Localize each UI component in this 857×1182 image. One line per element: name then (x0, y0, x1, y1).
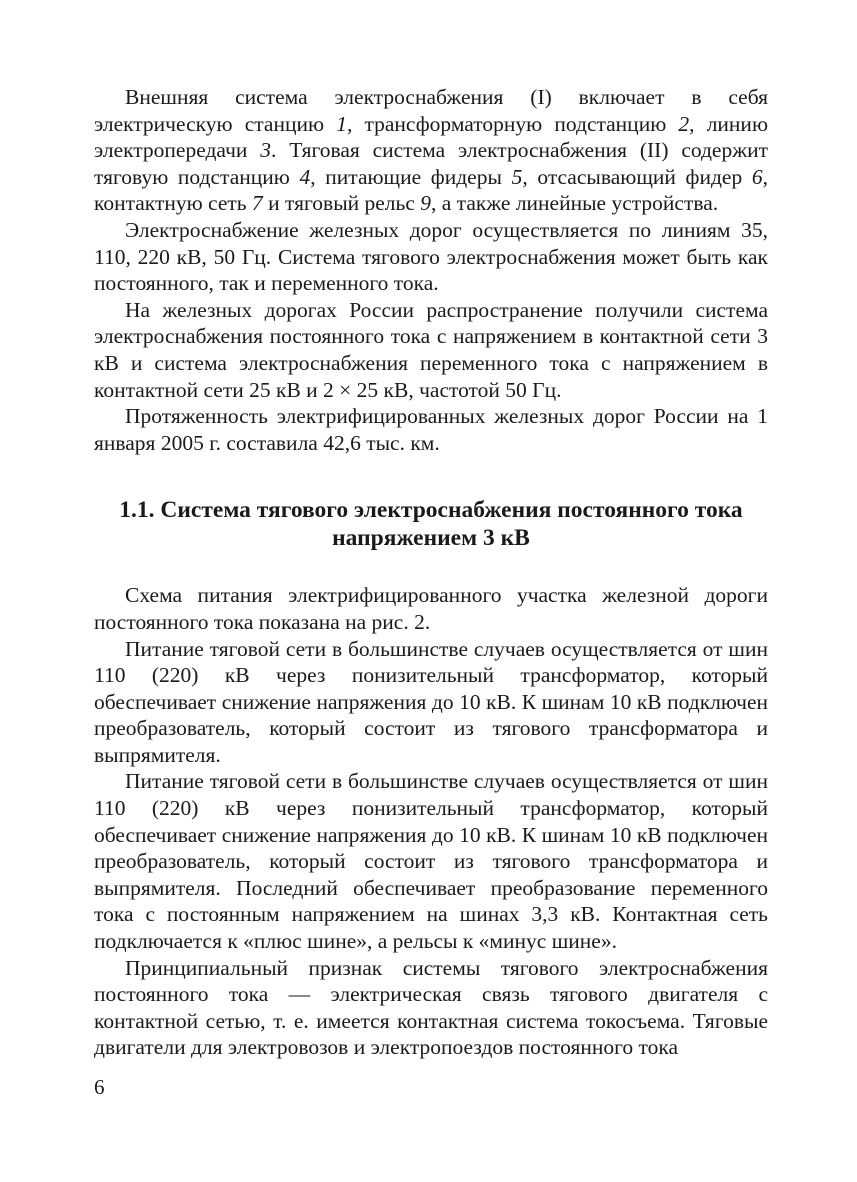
paragraph-traction-supply-2 (94, 768, 768, 954)
text-run: Электроснабжение железных дорог осуществляется по линиям 35, 110, 220 кВ, 50 Гц. Система тягового электроснабжения может быть как постоянного, так и переменного тока. (94, 217, 768, 296)
text-run: , отсасывающий фидер (522, 164, 752, 189)
figure-ref: 1 (336, 111, 347, 136)
text-run: Питание тяговой сети в большинстве случаев осуществляется от шин 110 (220) кВ через понизительный трансформатор, который обеспечивает снижение напряжения до 10 кВ. К шинам 10 кВ подключен преобразователь, который состоит из тягового трансформатора и выпрямителя. Последний обеспечивает преобразование переменного тока с постоянным напряжением на шинах 3,3 кВ. Контактная сеть подключается к «плюс шине», а рельсы к «минус шине». (94, 769, 768, 954)
text-run: , линию электропередачи (94, 111, 769, 163)
figure-ref: 7 (252, 191, 263, 216)
figure-ref: 5 (511, 164, 523, 189)
text-run: . Тяговая система электроснабжения (II) содержит тяговую подстанцию (94, 138, 768, 189)
text-run: На железных дорогах России распространение получили система электроснабжения постоянного тока с напряжением в контактной сети 3 кВ и система электроснабжения переменного тока с напряжением в контактной сети 25 кВ и 2 × 25 кВ, частотой 50 Гц. (94, 297, 768, 402)
figure-ref: 9 (420, 191, 432, 216)
text-run: Внешняя система электроснабжения (I) включает в себя электрическую станцию (94, 85, 768, 136)
text-run: Питание тяговой сети в большинстве случаев осуществляется от шин 110 (220) кВ через понизительный трансформатор, который обеспечивает снижение напряжения до 10 кВ. К шинам 10 кВ подключен преобразователь, который состоит из тягового трансформатора и выпрямителя. (94, 636, 768, 767)
text-run: Принципиальный признак системы тягового электроснабжения постоянного тока — электрическая связь тягового двигателя с контактной сетью, т. е. имеется контактная система токосъема. Тяговые двигатели для электровозов и электропоездов постоянного тока (94, 955, 768, 1060)
page-number: 6 (94, 1075, 105, 1099)
text-run: Схема питания электрифицированного участка железной дороги постоянного тока показана на рис. 2. (94, 583, 768, 634)
paragraph-principle (94, 955, 768, 1061)
page-body (94, 84, 768, 1061)
text-run: , а также линейные устройства. (431, 191, 719, 216)
paragraph-external-supply (94, 84, 768, 217)
paragraph-supply-lines (94, 217, 768, 297)
text-run: , питающие фидеры (310, 164, 512, 189)
text-run: , трансформаторную подстанцию (346, 111, 679, 136)
figure-ref: 3 (260, 138, 272, 163)
figure-ref: 2 (678, 111, 690, 136)
text-run: , контактную сеть (94, 164, 768, 216)
section-heading-line-2: напряжением 3 кВ (332, 525, 530, 552)
text-run: и тяговый рельс (262, 191, 421, 216)
paragraph-traction-supply-1 (94, 636, 768, 769)
paragraph-russia-systems (94, 297, 768, 403)
section-heading (94, 496, 768, 552)
paragraph-length (94, 403, 768, 456)
paragraph-scheme (94, 582, 768, 635)
text-run: Протяженность электрифицированных железных дорог России на 1 января 2005 г. составила 42,6 тыс. км. (94, 404, 768, 455)
figure-ref: 6 (751, 164, 763, 189)
section-heading-line-1: 1.1. Система тягового электроснабжения постоянного тока (119, 497, 743, 524)
figure-ref: 4 (299, 164, 311, 189)
